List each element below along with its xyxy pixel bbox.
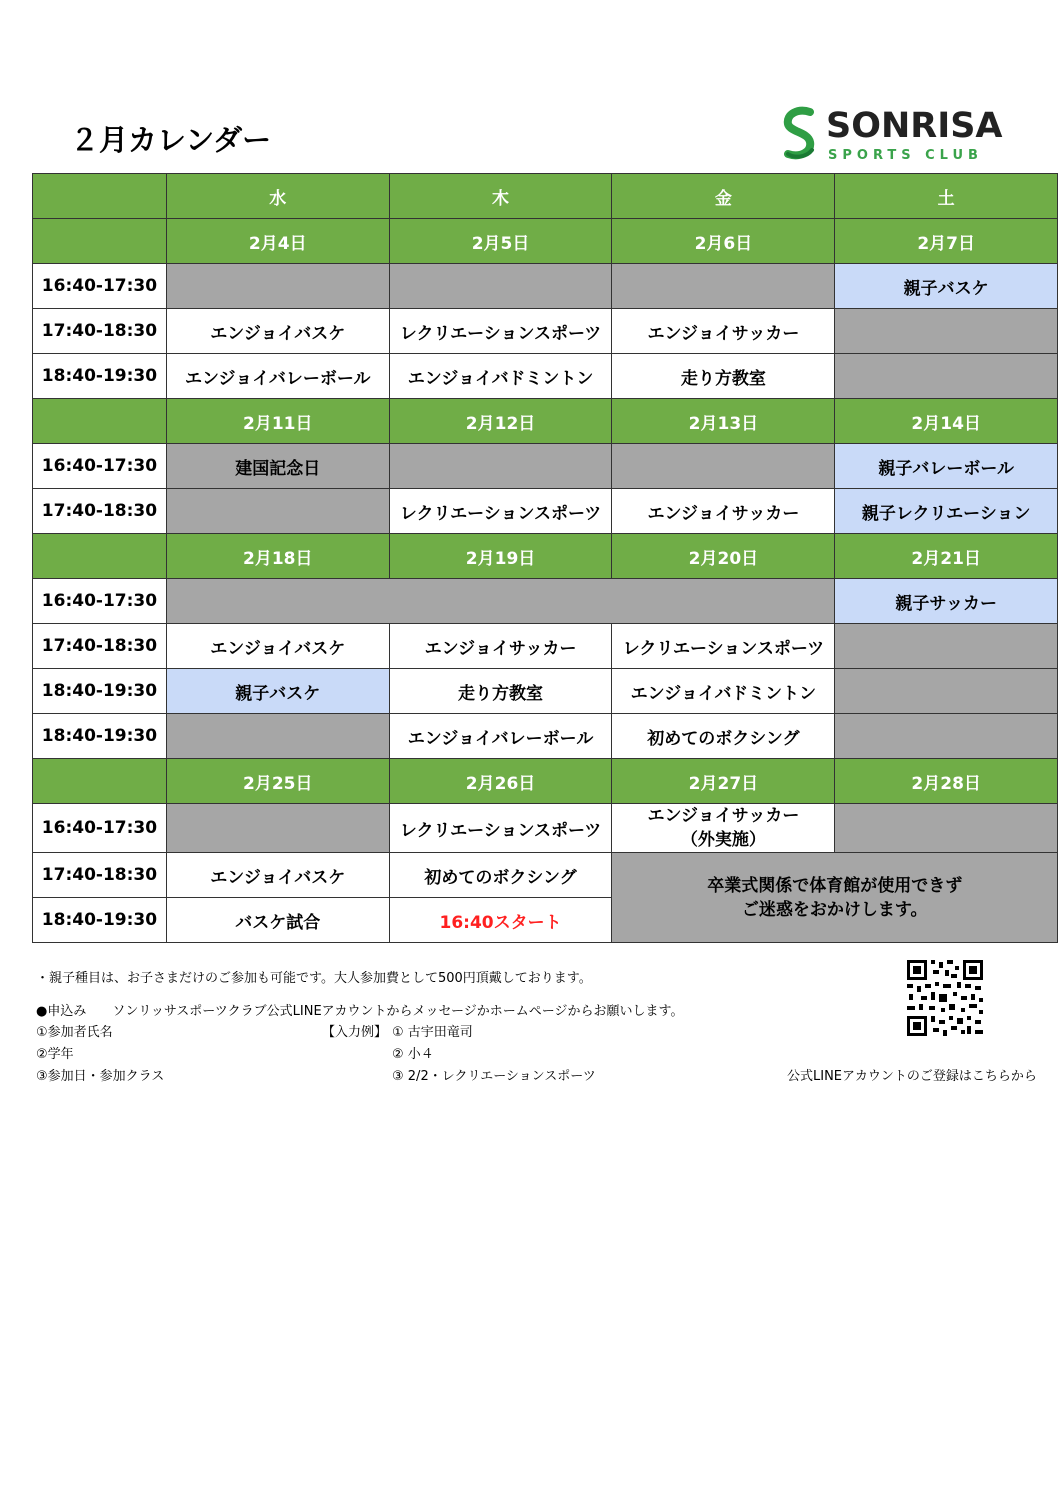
time-slot-cell: 17:40-18:30 bbox=[33, 624, 167, 669]
class-cell: 建国記念日 bbox=[166, 444, 389, 489]
start-time-notice: 16:40スタート bbox=[389, 898, 612, 943]
class-cell: 初めてのボクシング bbox=[612, 714, 835, 759]
time-slot-cell: 16:40-17:30 bbox=[33, 804, 167, 853]
empty-closed-cell bbox=[835, 669, 1058, 714]
date-header: 2月11日 bbox=[166, 399, 389, 444]
date-header: 2月28日 bbox=[835, 759, 1058, 804]
class-cell: 親子レクリエーション bbox=[835, 489, 1058, 534]
date-header: 2月21日 bbox=[835, 534, 1058, 579]
empty-closed-cell bbox=[835, 804, 1058, 853]
date-row bbox=[33, 759, 1058, 804]
schedule-row bbox=[33, 804, 1058, 853]
schedule-row bbox=[33, 354, 1058, 399]
date-row-corner bbox=[33, 534, 167, 579]
date-header: 2月14日 bbox=[835, 399, 1058, 444]
schedule-row bbox=[33, 489, 1058, 534]
class-cell: 親子バスケ bbox=[835, 264, 1058, 309]
class-cell: 初めてのボクシング bbox=[389, 853, 612, 898]
schedule-row bbox=[33, 624, 1058, 669]
class-cell: エンジョイサッカー bbox=[612, 489, 835, 534]
time-slot-cell: 17:40-18:30 bbox=[33, 309, 167, 354]
date-header: 2月13日 bbox=[612, 399, 835, 444]
empty-closed-cell bbox=[835, 624, 1058, 669]
class-cell: エンジョイサッカー bbox=[612, 309, 835, 354]
class-cell: 走り方教室 bbox=[612, 354, 835, 399]
time-slot-cell: 16:40-17:30 bbox=[33, 579, 167, 624]
class-cell: エンジョイバレーボール bbox=[389, 714, 612, 759]
class-cell: エンジョイバスケ bbox=[166, 624, 389, 669]
note-parent-child: ・親子種目は、お子さまだけのご参加も可能です。大人参加費として500円頂戴しております。 bbox=[36, 971, 592, 986]
form-item-name: ①参加者氏名 bbox=[36, 1025, 113, 1040]
time-slot-cell: 17:40-18:30 bbox=[33, 853, 167, 898]
date-row bbox=[33, 534, 1058, 579]
date-header: 2月5日 bbox=[389, 219, 612, 264]
class-cell: エンジョイバレーボール bbox=[166, 354, 389, 399]
logo-brand-name: SONRISA bbox=[826, 106, 1003, 146]
date-header: 2月27日 bbox=[612, 759, 835, 804]
schedule-row bbox=[33, 444, 1058, 489]
empty-closed-cell bbox=[166, 489, 389, 534]
weekday-header: 金 bbox=[612, 174, 835, 219]
class-cell: バスケ試合 bbox=[166, 898, 389, 943]
example-class: ③ 2/2・レクリエーションスポーツ bbox=[392, 1069, 596, 1084]
date-header: 2月25日 bbox=[166, 759, 389, 804]
weekday-header: 木 bbox=[389, 174, 612, 219]
empty-closed-cell bbox=[166, 264, 389, 309]
date-header: 2月12日 bbox=[389, 399, 612, 444]
form-item-grade: ②学年 bbox=[36, 1047, 74, 1062]
class-cell: 親子バレーボール bbox=[835, 444, 1058, 489]
form-item-class: ③参加日・参加クラス bbox=[36, 1069, 165, 1084]
time-slot-cell: 17:40-18:30 bbox=[33, 489, 167, 534]
qr-caption: 公式LINEアカウントのご登録はこちらから bbox=[787, 1069, 1037, 1084]
empty-closed-cell bbox=[612, 264, 835, 309]
sonrisa-logo bbox=[780, 104, 1003, 168]
header-corner-cell bbox=[33, 174, 167, 219]
date-header: 2月20日 bbox=[612, 534, 835, 579]
schedule-row bbox=[33, 669, 1058, 714]
note-application: ●申込み ソンリッサスポーツクラブ公式LINEアカウントからメッセージかホームページからお願いします。 bbox=[36, 1004, 684, 1019]
class-cell: レクリエーションスポーツ bbox=[389, 489, 612, 534]
class-cell: 走り方教室 bbox=[389, 669, 612, 714]
empty-closed-cell bbox=[389, 444, 612, 489]
time-slot-cell: 16:40-17:30 bbox=[33, 444, 167, 489]
class-cell: エンジョイバスケ bbox=[166, 309, 389, 354]
example-grade: ② 小４ bbox=[392, 1047, 434, 1062]
class-cell: 親子サッカー bbox=[835, 579, 1058, 624]
time-slot-cell: 18:40-19:30 bbox=[33, 669, 167, 714]
line-qr-code-icon[interactable] bbox=[905, 958, 985, 1038]
weekday-header: 土 bbox=[835, 174, 1058, 219]
time-slot-cell: 18:40-19:30 bbox=[33, 898, 167, 943]
class-cell: エンジョイバドミントン bbox=[612, 669, 835, 714]
weekday-header: 水 bbox=[166, 174, 389, 219]
calendar-table bbox=[32, 173, 1058, 943]
date-row-corner bbox=[33, 399, 167, 444]
empty-closed-cell bbox=[612, 444, 835, 489]
logo-subtitle: SPORTS CLUB bbox=[828, 148, 983, 163]
class-cell: レクリエーションスポーツ bbox=[389, 804, 612, 853]
schedule-row bbox=[33, 309, 1058, 354]
class-cell: エンジョイサッカー bbox=[389, 624, 612, 669]
date-row bbox=[33, 399, 1058, 444]
example-label: 【入力例】 bbox=[322, 1025, 388, 1040]
date-header: 2月4日 bbox=[166, 219, 389, 264]
date-header: 2月6日 bbox=[612, 219, 835, 264]
date-header: 2月18日 bbox=[166, 534, 389, 579]
schedule-row bbox=[33, 264, 1058, 309]
sonrisa-s-mark-icon bbox=[780, 106, 820, 162]
date-row-corner bbox=[33, 219, 167, 264]
time-slot-cell: 16:40-17:30 bbox=[33, 264, 167, 309]
class-cell: レクリエーションスポーツ bbox=[389, 309, 612, 354]
empty-closed-cell bbox=[166, 804, 389, 853]
schedule-row bbox=[33, 853, 1058, 898]
date-header: 2月19日 bbox=[389, 534, 612, 579]
weekday-header-row bbox=[33, 174, 1058, 219]
schedule-row bbox=[33, 579, 1058, 624]
class-cell: 卒業式関係で体育館が使用できず ご迷惑をおかけします。 bbox=[612, 853, 1058, 943]
class-cell: 親子バスケ bbox=[166, 669, 389, 714]
date-header: 2月7日 bbox=[835, 219, 1058, 264]
schedule-row bbox=[33, 714, 1058, 759]
time-slot-cell: 18:40-19:30 bbox=[33, 714, 167, 759]
class-cell: エンジョイサッカー （外実施） bbox=[612, 804, 835, 853]
example-name: ① 古宇田竜司 bbox=[392, 1025, 473, 1040]
date-row-corner bbox=[33, 759, 167, 804]
empty-closed-cell bbox=[166, 714, 389, 759]
date-header: 2月26日 bbox=[389, 759, 612, 804]
class-cell: エンジョイバスケ bbox=[166, 853, 389, 898]
time-slot-cell: 18:40-19:30 bbox=[33, 354, 167, 399]
class-cell: エンジョイバドミントン bbox=[389, 354, 612, 399]
class-cell: レクリエーションスポーツ bbox=[612, 624, 835, 669]
empty-closed-cell bbox=[835, 309, 1058, 354]
empty-closed-cell bbox=[389, 264, 612, 309]
page-title: ２月カレンダー bbox=[70, 123, 272, 157]
date-row bbox=[33, 219, 1058, 264]
empty-closed-cell bbox=[166, 579, 834, 624]
empty-closed-cell bbox=[835, 714, 1058, 759]
empty-closed-cell bbox=[835, 354, 1058, 399]
